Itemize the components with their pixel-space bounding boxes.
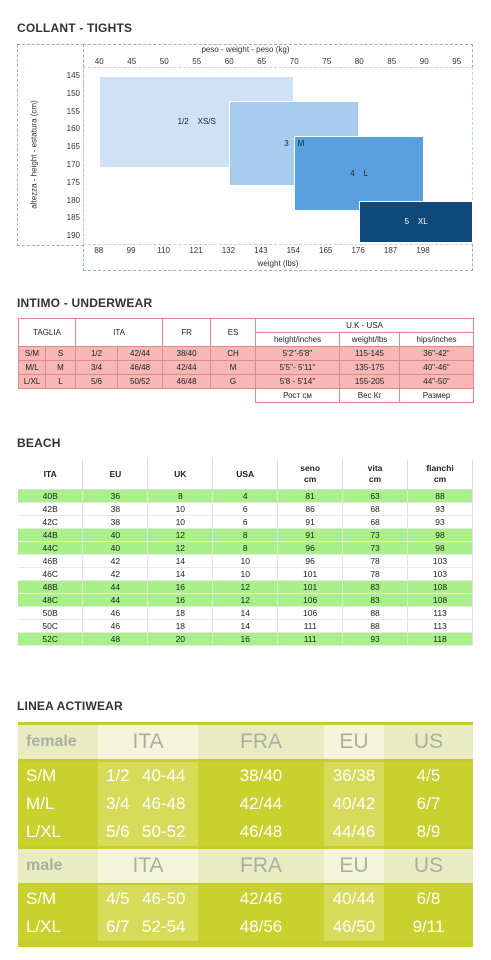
uw-cell: M bbox=[46, 361, 76, 375]
beach-row bbox=[18, 503, 473, 516]
size-zone-label: 1/2 XS/S bbox=[177, 117, 216, 127]
beach-row bbox=[18, 620, 473, 633]
beach-cell: 42C bbox=[18, 516, 83, 529]
actiwear-eu: 46/50 bbox=[332, 917, 376, 936]
kg-tick: 65 bbox=[257, 57, 267, 66]
beach-cell: 106 bbox=[278, 607, 343, 620]
lbs-tick: 121 bbox=[189, 246, 203, 255]
kg-tick: 70 bbox=[289, 57, 299, 66]
uw-header-fr: FR bbox=[163, 319, 211, 347]
beach-cell: 38 bbox=[83, 503, 148, 516]
beach-cell: 12 bbox=[148, 529, 213, 542]
beach-cell: 40B bbox=[18, 490, 83, 503]
cm-tick: 155 bbox=[66, 106, 80, 116]
tights-title: COLLANT - TIGHTS bbox=[17, 21, 133, 35]
uw-cell: 46/48 bbox=[118, 361, 163, 375]
uw-cell: M/L bbox=[19, 361, 46, 375]
beach-cell: 98 bbox=[408, 542, 473, 555]
kg-tick: 85 bbox=[387, 57, 397, 66]
beach-cell: 108 bbox=[408, 581, 473, 594]
actiwear-fra: 38/40 bbox=[239, 766, 283, 785]
beach-cell: 50C bbox=[18, 620, 83, 633]
beach-header: vita cm bbox=[343, 459, 408, 490]
beach-cell: 86 bbox=[278, 503, 343, 516]
actiwear-table bbox=[18, 722, 473, 947]
actiwear-eu: 40/42 bbox=[332, 794, 376, 813]
actiwear-gender-label: female bbox=[18, 725, 98, 759]
beach-cell: 12 bbox=[213, 594, 278, 607]
beach-cell: 10 bbox=[213, 568, 278, 581]
lbs-tick: 143 bbox=[254, 246, 268, 255]
actiwear-ita-num: 1/2 bbox=[106, 766, 130, 785]
actiwear-header-cell: EU bbox=[324, 725, 384, 759]
lbs-tick: 187 bbox=[383, 246, 398, 255]
cm-tick: 180 bbox=[66, 195, 80, 205]
beach-cell: 20 bbox=[148, 633, 213, 646]
underwear-table bbox=[18, 318, 473, 403]
actiwear-us: 6/7 bbox=[416, 794, 441, 813]
actiwear-header-cell: US bbox=[384, 725, 473, 759]
cm-tick: 160 bbox=[66, 124, 80, 134]
cm-tick: 150 bbox=[66, 88, 80, 98]
beach-cell: 111 bbox=[278, 633, 343, 646]
beach-cell: 46 bbox=[83, 620, 148, 633]
beach-cell: 14 bbox=[148, 555, 213, 568]
bottom-axis-label: weight (lbs) bbox=[257, 259, 299, 268]
beach-cell: 8 bbox=[148, 490, 213, 503]
beach-row bbox=[18, 529, 473, 542]
beach-row bbox=[18, 607, 473, 620]
cm-tick: 175 bbox=[66, 177, 80, 187]
beach-cell: 101 bbox=[278, 568, 343, 581]
uw-cell: 42/44 bbox=[118, 347, 163, 361]
beach-cell: 40 bbox=[83, 542, 148, 555]
uw-cell: 5'5''- 5'11'' bbox=[256, 361, 340, 375]
beach-cell: 83 bbox=[343, 594, 408, 607]
cm-tick: 190 bbox=[66, 231, 80, 241]
uw-header-height: height/inches bbox=[256, 333, 340, 347]
size-zone-label: 3 M bbox=[284, 138, 305, 148]
kg-tick: 55 bbox=[192, 57, 202, 66]
beach-cell: 73 bbox=[343, 529, 408, 542]
size-zone-label: 5 XL bbox=[404, 216, 428, 226]
actiwear-fra: 48/56 bbox=[239, 917, 283, 936]
beach-cell: 96 bbox=[278, 555, 343, 568]
beach-header: fianchi cm bbox=[408, 459, 473, 490]
uw-row bbox=[19, 361, 474, 375]
beach-cell: 113 bbox=[408, 620, 473, 633]
beach-cell: 8 bbox=[213, 529, 278, 542]
uw-row bbox=[19, 375, 474, 389]
kg-tick: 80 bbox=[354, 57, 364, 66]
uw-cell: 50/52 bbox=[118, 375, 163, 389]
top-axis-label: peso - weight - peso (kg) bbox=[201, 45, 290, 54]
beach-row bbox=[18, 490, 473, 503]
actiwear-us: 8/9 bbox=[416, 822, 441, 841]
actiwear-ita-range: 46-50 bbox=[142, 889, 186, 908]
actiwear-header-cell: ITA bbox=[98, 849, 198, 883]
beach-cell: 44 bbox=[83, 581, 148, 594]
beach-cell: 68 bbox=[343, 516, 408, 529]
uw-header-uk-usa: U.K - USA bbox=[256, 319, 474, 333]
beach-header: seno cm bbox=[278, 459, 343, 490]
actiwear-header-cell: EU bbox=[324, 849, 384, 883]
lbs-tick: 154 bbox=[286, 246, 300, 255]
actiwear-fra: 42/46 bbox=[239, 889, 283, 908]
beach-cell: 10 bbox=[148, 516, 213, 529]
beach-cell: 78 bbox=[343, 555, 408, 568]
cm-tick: 170 bbox=[66, 159, 80, 169]
beach-cell: 8 bbox=[213, 542, 278, 555]
beach-cell: 98 bbox=[408, 529, 473, 542]
beach-cell: 48 bbox=[83, 633, 148, 646]
lbs-tick: 88 bbox=[94, 246, 104, 255]
beach-cell: 88 bbox=[408, 490, 473, 503]
actiwear-title: LINEA ACTIWEAR bbox=[17, 699, 123, 713]
beach-cell: 12 bbox=[213, 581, 278, 594]
uw-cell: L/XL bbox=[19, 375, 46, 389]
beach-cell: 108 bbox=[408, 594, 473, 607]
uw-russian-size: Размер bbox=[400, 389, 474, 403]
uw-russian-weight: Вес Кг bbox=[340, 389, 400, 403]
beach-cell: 40 bbox=[83, 529, 148, 542]
actiwear-size: L/XL bbox=[26, 917, 61, 936]
uw-cell: 135-175 bbox=[340, 361, 400, 375]
beach-cell: 44C bbox=[18, 542, 83, 555]
kg-tick: 75 bbox=[322, 57, 332, 66]
actiwear-fra: 42/44 bbox=[239, 794, 283, 813]
beach-cell: 38 bbox=[83, 516, 148, 529]
uw-spacer bbox=[19, 389, 256, 403]
beach-header: UK bbox=[148, 459, 213, 490]
tights-section bbox=[0, 0, 491, 290]
beach-cell: 14 bbox=[213, 620, 278, 633]
actiwear-ita-num: 3/4 bbox=[106, 794, 130, 813]
actiwear-us: 4/5 bbox=[416, 766, 441, 785]
beach-row bbox=[18, 568, 473, 581]
beach-cell: 16 bbox=[148, 594, 213, 607]
actiwear-ita-num: 4/5 bbox=[106, 889, 130, 908]
uw-cell: 36''-42'' bbox=[400, 347, 474, 361]
beach-title: BEACH bbox=[17, 436, 61, 450]
uw-cell: 40''-46'' bbox=[400, 361, 474, 375]
beach-cell: 52C bbox=[18, 633, 83, 646]
lbs-tick: 99 bbox=[126, 246, 136, 255]
beach-cell: 96 bbox=[278, 542, 343, 555]
kg-tick: 90 bbox=[419, 57, 429, 66]
uw-cell: 44''-50'' bbox=[400, 375, 474, 389]
beach-cell: 88 bbox=[343, 607, 408, 620]
beach-cell: 16 bbox=[148, 581, 213, 594]
kg-tick: 40 bbox=[94, 57, 104, 66]
actiwear-ita-range: 50-52 bbox=[142, 822, 186, 841]
beach-row bbox=[18, 633, 473, 646]
beach-row bbox=[18, 555, 473, 568]
actiwear-size: M/L bbox=[26, 794, 55, 813]
y-axis-label: altezza - height - estatura (cm) bbox=[29, 100, 39, 209]
beach-cell: 63 bbox=[343, 490, 408, 503]
beach-cell: 18 bbox=[148, 620, 213, 633]
beach-cell: 91 bbox=[278, 529, 343, 542]
beach-cell: 42B bbox=[18, 503, 83, 516]
uw-header-ita: ITA bbox=[76, 319, 163, 347]
actiwear-header-cell: ITA bbox=[98, 725, 198, 759]
beach-cell: 10 bbox=[148, 503, 213, 516]
beach-cell: 48B bbox=[18, 581, 83, 594]
uw-cell: 5'8 - 5'14'' bbox=[256, 375, 340, 389]
beach-cell: 91 bbox=[278, 516, 343, 529]
beach-cell: 78 bbox=[343, 568, 408, 581]
beach-row bbox=[18, 594, 473, 607]
lbs-tick: 132 bbox=[221, 246, 236, 255]
actiwear-size: S/M bbox=[26, 889, 57, 908]
beach-header: USA bbox=[213, 459, 278, 490]
uw-cell: 42/44 bbox=[163, 361, 211, 375]
lbs-tick: 176 bbox=[351, 246, 365, 255]
beach-cell: 6 bbox=[213, 503, 278, 516]
kg-tick: 95 bbox=[452, 57, 462, 66]
uw-cell: 5/6 bbox=[76, 375, 118, 389]
lbs-tick: 110 bbox=[157, 246, 170, 255]
actiwear-gender-label: male bbox=[18, 849, 98, 883]
beach-cell: 12 bbox=[148, 542, 213, 555]
kg-tick: 45 bbox=[127, 57, 137, 66]
uw-cell: 38/40 bbox=[163, 347, 211, 361]
uw-cell: 115-145 bbox=[340, 347, 400, 361]
uw-cell: 3/4 bbox=[76, 361, 118, 375]
uw-header-taglia: TAGLIA bbox=[19, 319, 76, 347]
beach-cell: 44B bbox=[18, 529, 83, 542]
cm-tick: 185 bbox=[66, 213, 80, 223]
beach-table bbox=[18, 459, 473, 646]
beach-cell: 118 bbox=[408, 633, 473, 646]
cm-tick: 145 bbox=[66, 70, 80, 80]
actiwear-size: S/M bbox=[26, 766, 57, 785]
actiwear-header-cell: FRA bbox=[198, 725, 324, 759]
lbs-tick: 198 bbox=[416, 246, 430, 255]
actiwear-eu: 36/38 bbox=[332, 766, 376, 785]
uw-cell: G bbox=[211, 375, 256, 389]
beach-header: EU bbox=[83, 459, 148, 490]
beach-cell: 93 bbox=[343, 633, 408, 646]
beach-cell: 83 bbox=[343, 581, 408, 594]
actiwear-ita-range: 52-54 bbox=[142, 917, 186, 936]
beach-cell: 73 bbox=[343, 542, 408, 555]
actiwear-size: L/XL bbox=[26, 822, 61, 841]
uw-header-es: ES bbox=[211, 319, 256, 347]
actiwear-ita-range: 46-48 bbox=[142, 794, 186, 813]
beach-cell: 16 bbox=[213, 633, 278, 646]
beach-cell: 101 bbox=[278, 581, 343, 594]
uw-cell: 1/2 bbox=[76, 347, 118, 361]
underwear-title: INTIMO - UNDERWEAR bbox=[17, 296, 153, 310]
size-zone-label: 4 L bbox=[350, 168, 369, 178]
actiwear-us: 6/8 bbox=[416, 889, 441, 908]
beach-cell: 106 bbox=[278, 594, 343, 607]
beach-cell: 46 bbox=[83, 607, 148, 620]
beach-cell: 111 bbox=[278, 620, 343, 633]
actiwear-eu: 44/46 bbox=[332, 822, 376, 841]
cm-tick: 165 bbox=[66, 142, 80, 152]
uw-cell: 46/48 bbox=[163, 375, 211, 389]
actiwear-us: 9/11 bbox=[412, 917, 445, 936]
uw-cell: 155-205 bbox=[340, 375, 400, 389]
uw-header-hips: hips/inches bbox=[400, 333, 474, 347]
beach-cell: 6 bbox=[213, 516, 278, 529]
beach-cell: 18 bbox=[148, 607, 213, 620]
beach-cell: 42 bbox=[83, 555, 148, 568]
uw-cell: M bbox=[211, 361, 256, 375]
beach-cell: 93 bbox=[408, 516, 473, 529]
actiwear-ita-num: 6/7 bbox=[106, 917, 130, 936]
beach-cell: 36 bbox=[83, 490, 148, 503]
actiwear-ita-num: 5/6 bbox=[106, 822, 130, 841]
beach-cell: 103 bbox=[408, 555, 473, 568]
beach-cell: 42 bbox=[83, 568, 148, 581]
actiwear-header-cell: US bbox=[384, 849, 473, 883]
beach-cell: 81 bbox=[278, 490, 343, 503]
beach-cell: 44 bbox=[83, 594, 148, 607]
uw-cell: S/M bbox=[19, 347, 46, 361]
beach-cell: 103 bbox=[408, 568, 473, 581]
beach-cell: 46B bbox=[18, 555, 83, 568]
uw-cell: S bbox=[46, 347, 76, 361]
kg-tick: 60 bbox=[224, 57, 234, 66]
actiwear-eu: 40/44 bbox=[332, 889, 376, 908]
beach-header: ITA bbox=[18, 459, 83, 490]
uw-cell: 5'2''-5'8'' bbox=[256, 347, 340, 361]
lbs-tick: 165 bbox=[319, 246, 333, 255]
beach-cell: 10 bbox=[213, 555, 278, 568]
beach-cell: 93 bbox=[408, 503, 473, 516]
beach-cell: 50B bbox=[18, 607, 83, 620]
beach-cell: 68 bbox=[343, 503, 408, 516]
beach-cell: 14 bbox=[213, 607, 278, 620]
beach-cell: 46C bbox=[18, 568, 83, 581]
beach-cell: 4 bbox=[213, 490, 278, 503]
uw-russian-height: Рост см bbox=[256, 389, 340, 403]
uw-row bbox=[19, 347, 474, 361]
actiwear-fra: 46/48 bbox=[239, 822, 283, 841]
beach-row bbox=[18, 581, 473, 594]
beach-cell: 14 bbox=[148, 568, 213, 581]
uw-header-weight: weight/lbs bbox=[340, 333, 400, 347]
actiwear-header-cell: FRA bbox=[198, 849, 324, 883]
uw-cell: L bbox=[46, 375, 76, 389]
actiwear-ita-range: 40-44 bbox=[142, 766, 186, 785]
kg-tick: 50 bbox=[159, 57, 169, 66]
beach-cell: 48C bbox=[18, 594, 83, 607]
beach-cell: 113 bbox=[408, 607, 473, 620]
uw-cell: CH bbox=[211, 347, 256, 361]
beach-cell: 88 bbox=[343, 620, 408, 633]
beach-row bbox=[18, 516, 473, 529]
beach-row bbox=[18, 542, 473, 555]
